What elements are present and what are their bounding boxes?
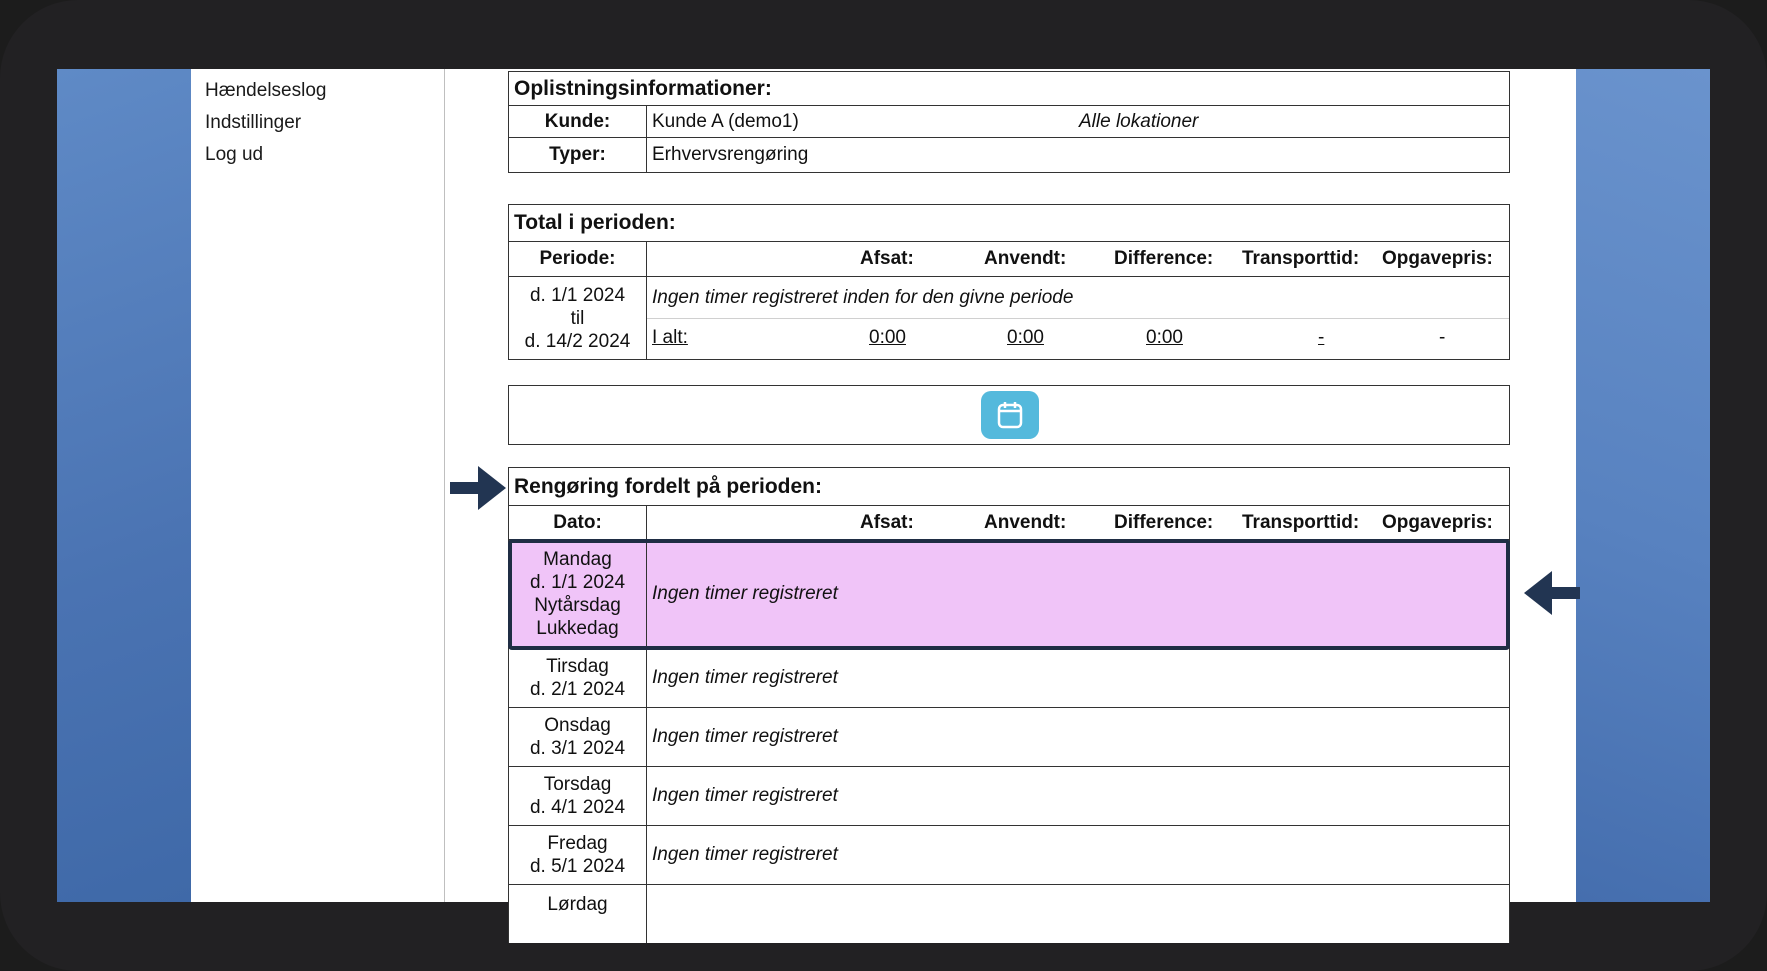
day-closed: Lukkedag	[536, 618, 619, 639]
total-opgavepris-value: -	[1439, 327, 1446, 348]
total-label-link[interactable]: I alt:	[652, 327, 688, 348]
day-status	[647, 885, 1509, 943]
breakdown-header-row	[509, 506, 1509, 540]
screen	[57, 69, 1710, 915]
day-weekday: Fredag	[547, 833, 608, 854]
customer-value-cell	[647, 106, 1509, 137]
types-row	[509, 138, 1509, 172]
sidebar-item-settings[interactable]: Indstillinger	[205, 112, 302, 133]
desktop-background-left	[57, 69, 191, 902]
col-afsat: Afsat:	[860, 248, 914, 269]
total-difference-link[interactable]: 0:00	[1146, 327, 1183, 348]
sidebar	[191, 69, 445, 902]
calendar-button[interactable]	[981, 391, 1039, 439]
day-weekday: Torsdag	[543, 774, 612, 795]
period-to: d. 14/2 2024	[524, 330, 631, 352]
totals-title: Total i perioden:	[509, 205, 1509, 242]
calendar-box	[508, 385, 1510, 445]
day-date-text: d. 2/1 2024	[529, 679, 626, 700]
day-status: Ingen timer registreret	[652, 667, 838, 688]
day-date-text: d. 3/1 2024	[529, 738, 626, 759]
day-weekday: Mandag	[543, 549, 612, 570]
day-status: Ingen timer registreret	[652, 844, 838, 865]
types-label: Typer:	[509, 138, 647, 172]
day-date-text: d. 5/1 2024	[529, 856, 626, 877]
sidebar-item-event-log[interactable]: Hændelseslog	[205, 80, 327, 101]
no-hours-period-text: Ingen timer registreret inden for den givne periode	[647, 277, 1509, 319]
col-opgavepris: Opgavepris:	[1382, 248, 1493, 269]
totals-header-columns	[647, 242, 1509, 276]
period-range	[509, 277, 647, 359]
customer-label: Kunde:	[509, 106, 647, 137]
totals-summary-row	[509, 277, 1509, 359]
total-transport-link[interactable]: -	[1318, 327, 1325, 348]
day-status: Ingen timer registreret	[652, 785, 838, 806]
customer-row	[509, 106, 1509, 138]
day-weekday: Lørdag	[547, 894, 608, 915]
desktop-background-right	[1576, 69, 1710, 902]
day-date-text: d. 1/1 2024	[529, 572, 626, 593]
location-value: Alle lokationer	[1079, 110, 1199, 132]
totals-values	[647, 277, 1509, 359]
col-difference: Difference:	[1114, 248, 1214, 269]
col-afsat: Afsat:	[860, 512, 914, 533]
day-holiday: Nytårsdag	[534, 595, 621, 616]
sidebar-menu	[191, 69, 444, 171]
day-date	[509, 826, 647, 884]
listing-info-box	[508, 71, 1510, 173]
table-row	[509, 708, 1509, 767]
sidebar-item-logout[interactable]: Log ud	[205, 144, 264, 165]
table-row	[509, 885, 1509, 943]
page	[191, 69, 1576, 915]
day-date	[509, 885, 647, 943]
table-row	[509, 826, 1509, 885]
col-opgavepris: Opgavepris:	[1382, 512, 1493, 533]
col-transporttid: Transporttid:	[1242, 248, 1360, 269]
day-status: Ingen timer registreret	[652, 726, 838, 747]
breakdown-title: Rengøring fordelt på perioden:	[509, 468, 1509, 506]
breakdown-box	[508, 467, 1510, 943]
col-anvendt: Anvendt:	[984, 512, 1067, 533]
arrow-right-icon	[450, 464, 508, 512]
total-afsat-link[interactable]: 0:00	[869, 327, 906, 348]
calendar-icon	[996, 400, 1024, 430]
col-difference: Difference:	[1114, 512, 1214, 533]
arrow-left-icon	[1522, 569, 1580, 617]
period-label: Periode:	[509, 242, 647, 276]
total-anvendt-link[interactable]: 0:00	[1007, 327, 1044, 348]
date-label: Dato:	[509, 506, 647, 539]
table-row-highlighted	[509, 540, 1509, 649]
total-row	[647, 319, 1509, 359]
day-date-text: d. 4/1 2024	[529, 797, 626, 818]
breakdown-header-columns	[647, 506, 1509, 539]
day-date	[509, 708, 647, 766]
table-row	[509, 767, 1509, 826]
period-til: til	[570, 307, 585, 329]
day-date	[509, 540, 647, 648]
period-from: d. 1/1 2024	[529, 284, 626, 306]
listing-info-title: Oplistningsinformationer:	[509, 72, 1509, 106]
table-row	[509, 649, 1509, 708]
day-weekday: Onsdag	[544, 715, 611, 736]
totals-box	[508, 204, 1510, 360]
types-value: Erhvervsrengøring	[652, 144, 809, 165]
col-anvendt: Anvendt:	[984, 248, 1067, 269]
day-date	[509, 767, 647, 825]
main-content	[444, 69, 1576, 915]
day-status: Ingen timer registreret	[652, 583, 838, 604]
day-weekday: Tirsdag	[546, 656, 609, 677]
customer-value: Kunde A (demo1)	[652, 110, 799, 132]
totals-header-row	[509, 242, 1509, 277]
day-date	[509, 649, 647, 707]
col-transporttid: Transporttid:	[1242, 512, 1360, 533]
